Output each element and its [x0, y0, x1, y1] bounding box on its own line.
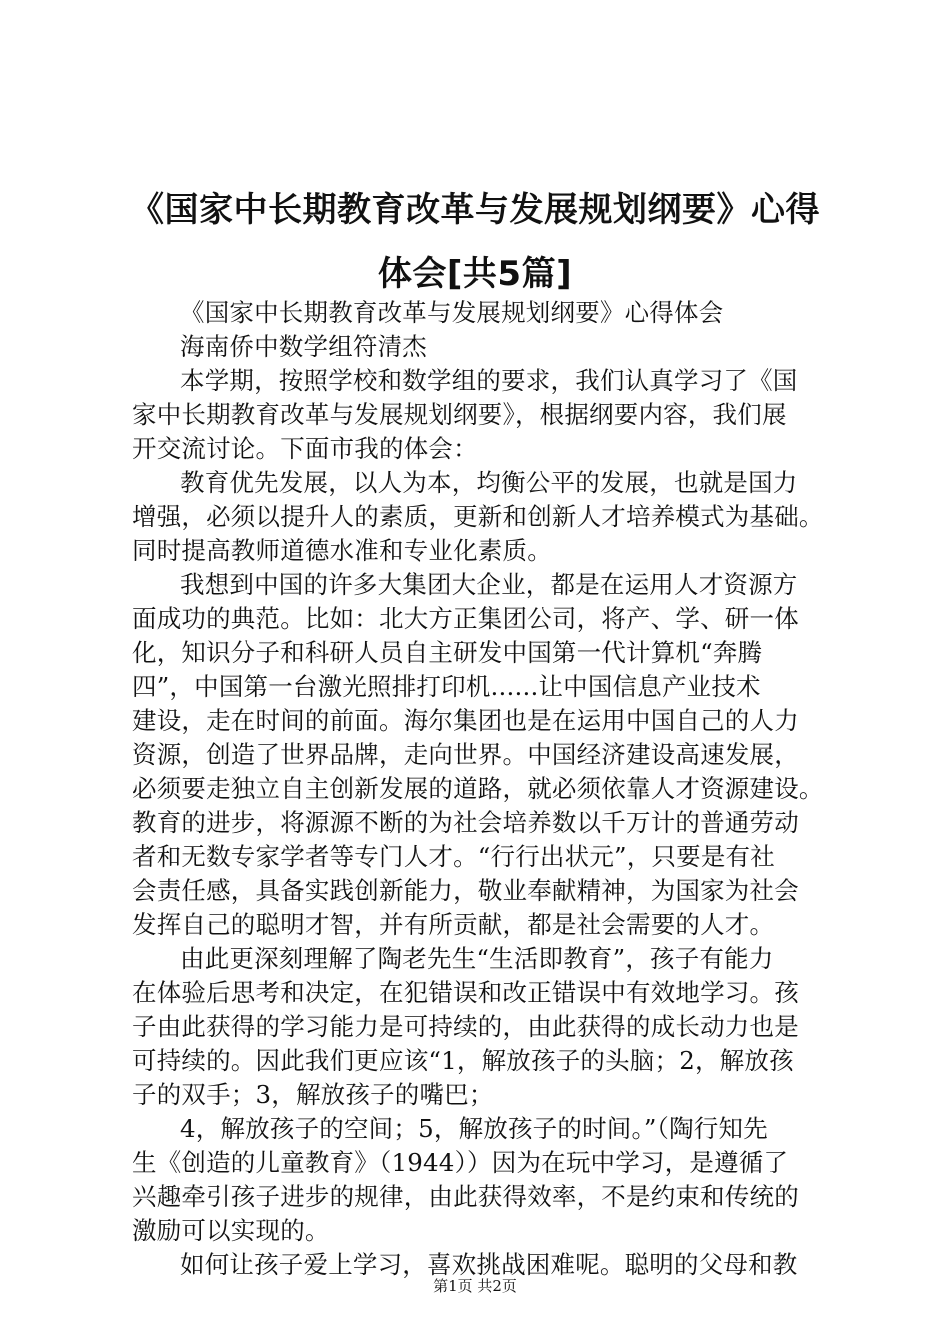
text-line: 四”，中国第一台激光照排打印机......让中国信息产业技术 [132, 672, 761, 701]
text-line: 《国家中长期教育改革与发展规划纲要》心得体会 [180, 298, 724, 327]
text-line: 会责任感，具备实践创新能力，敬业奉献精神，为国家为社会 [132, 876, 799, 905]
text-line: 同时提高教师道德水准和专业化素质。 [132, 536, 552, 565]
document-title [120, 178, 830, 306]
text-line: 家中长期教育改革与发展规划纲要》，根据纲要内容，我们展 [132, 400, 787, 429]
text-line: 发挥自己的聪明才智，并有所贡献，都是社会需要的人才。 [132, 910, 775, 939]
text-line: 4，解放孩子的空间；5，解放孩子的时间。”（陶行知先 [180, 1114, 768, 1143]
text-line: 面成功的典范。比如：北大方正集团公司，将产、学、研一体 [132, 604, 799, 633]
text-line: 者和无数专家学者等专门人才。“行行出状元”，只要是有社 [132, 842, 775, 871]
text-line: 如何让孩子爱上学习，喜欢挑战困难呢。聪明的父母和教 [180, 1250, 798, 1279]
text-line: 建设，走在时间的前面。海尔集团也是在运用中国自己的人力 [132, 706, 799, 735]
document-title-line-1: 《国家中长期教育改革与发展规划纲要》心得 [130, 190, 820, 230]
text-line: 子由此获得的学习能力是可持续的，由此获得的成长动力也是 [132, 1012, 799, 1041]
document-body [132, 296, 832, 1282]
text-line: 由此更深刻理解了陶老先生“生活即教育”，孩子有能力 [180, 944, 774, 973]
text-line: 化，知识分子和科研人员自主研发中国第一代计算机“奔腾 [132, 638, 763, 667]
text-line: 生《创造的儿童教育》（1944））因为在玩中学习，是遵循了 [132, 1148, 789, 1177]
text-line: 教育的进步，将源源不断的为社会培养数以千万计的普通劳动 [132, 808, 799, 837]
text-line: 本学期，按照学校和数学组的要求，我们认真学习了《国 [180, 366, 798, 395]
text-line: 激励可以实现的。 [132, 1216, 330, 1245]
text-line: 可持续的。因此我们更应该“1，解放孩子的头脑；2，解放孩 [132, 1046, 794, 1075]
text-line: 我想到中国的许多大集团大企业，都是在运用人才资源方 [180, 570, 798, 599]
document-title-line-2: 体会[共5篇] [377, 254, 573, 294]
text-line: 海南侨中数学组符清杰 [180, 332, 427, 361]
text-line: 在体验后思考和决定，在犯错误和改正错误中有效地学习。孩 [132, 978, 799, 1007]
page-footer: 第1页 共2页 [433, 1277, 517, 1295]
text-line: 资源，创造了世界品牌，走向世界。中国经济建设高速发展， [132, 740, 799, 769]
text-line: 兴趣牵引孩子进步的规律，由此获得效率，不是约束和传统的 [132, 1182, 799, 1211]
text-line: 必须要走独立自主创新发展的道路，就必须依靠人才资源建设。 [132, 774, 824, 803]
text-line: 增强，必须以提升人的素质，更新和创新人才培养模式为基础。 [132, 502, 824, 531]
text-line: 教育优先发展，以人为本，均衡公平的发展，也就是国力 [180, 468, 798, 497]
text-line: 开交流讨论。下面市我的体会： [132, 434, 478, 463]
text-line: 子的双手；3，解放孩子的嘴巴； [132, 1080, 494, 1109]
